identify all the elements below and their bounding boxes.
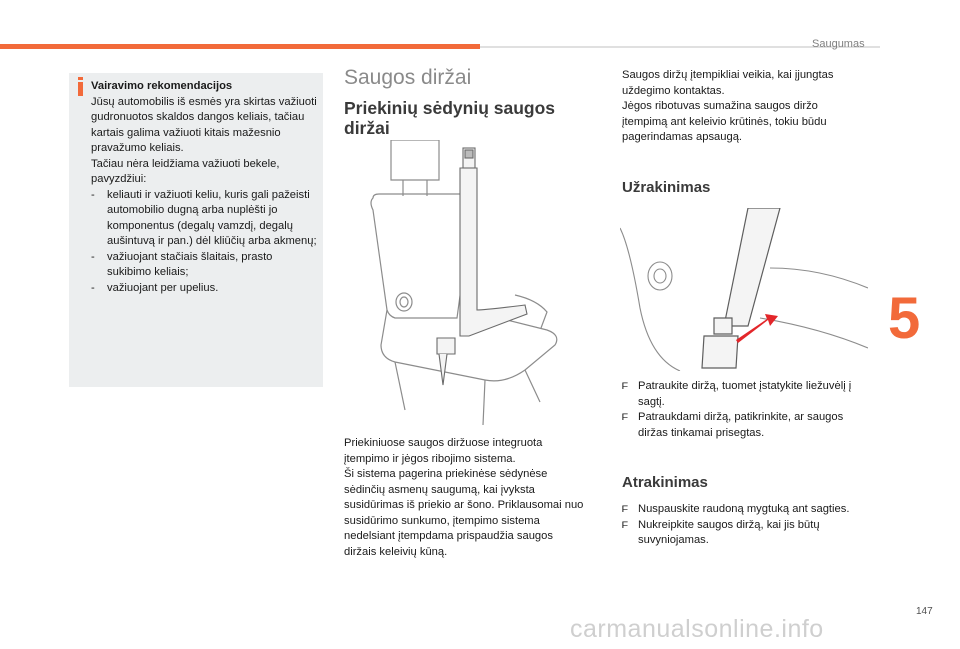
note-paragraph: Tačiau nėra leidžiama važiuoti bekele, pavyzdžiui: [91,157,280,185]
step-item: F Nuspauskite raudoną mygtuką ant sagties. [622,502,868,518]
seat-belt-webbing [460,168,527,336]
step-item: F Patraukite diržą, tuomet įstatykite liežuvėlį į sagtį. [622,379,868,410]
note-text [91,79,319,296]
seat-back [371,194,473,318]
section-title: Saugumas [812,38,865,50]
belt-tongue [714,318,732,334]
paragraph: Saugos diržų įtempikliai veikia, kai įjungtas uždegimo kontaktas. [622,69,834,97]
seat-belt-webbing [724,208,780,326]
page-number: 147 [916,606,933,617]
paragraph: Jėgos ribotuvas sumažina saugos diržo įtempimą ant keleivio krūtinės, tokiu būdu pagerindamas apsaugą. [622,100,827,143]
locking-steps [622,379,868,441]
heading-unlocking: Atrakinimas [622,474,708,491]
note-title: Vairavimo rekomendacijos [91,80,233,92]
note-list-item: - keliauti ir važiuoti keliu, kuris gali pažeisti automobilio dugną arba nuplėšti jo komponentus (degalų vamzdį, degalų aušintuvą ir pan.) dėl kliūčių arba akmenų; [91,188,319,250]
page-heading: Saugos diržai [344,66,472,89]
header-accent-bar [0,44,480,49]
note-list-item: - važiuojant stačiais šlaitais, prasto sukibimo keliais; [91,250,319,281]
pretensioner-description [622,68,862,146]
heading-locking: Užrakinimas [622,179,711,196]
belt-buckle [702,336,738,368]
recline-knob [396,293,412,311]
recline-knob [648,262,672,290]
buckle-illustration [620,208,868,371]
front-belts-description [344,436,584,560]
chapter-number: 5 [888,286,921,351]
note-list-item: - važiuojant per upelius. [91,281,319,297]
belt-buckle [437,338,455,354]
driving-recommendations-note [69,73,323,387]
seat-belt-illustration [365,140,590,425]
headrest [391,140,439,180]
step-item: F Patraukdami diržą, patikrinkite, ar saugos diržas tinkamai prisegtas. [622,410,868,441]
note-paragraph: Jūsų automobilis iš esmės yra skirtas važiuoti gudronuotos skaldos dangos keliais, tačiau kartais galima važiuoti kitais mažesnio pravažumo keliais. [91,95,317,154]
watermark: carmanualsonline.info [570,615,824,643]
paragraph: Priekiniuose saugos diržuose integruota įtempimo ir jėgos ribojimo sistema. [344,437,543,465]
subheading-front-seat-belts: Priekinių sėdynių saugos diržai [344,98,556,138]
paragraph: Ši sistema pagerina priekinėse sėdynėse sėdinčių asmenų saugumą, kai įvyksta susidūrimas iš priekio ar šono. Priklausomai nuo susidūrimo sunkumo, įtempimo sistema nedelsiant įtempdama prispaudžia saugos diržais keleivių kūną. [344,468,584,558]
step-item: F Nukreipkite saugos diržą, kai jis būtų suvyniojamas. [622,518,868,549]
unlocking-steps [622,502,868,549]
info-icon [78,82,83,96]
